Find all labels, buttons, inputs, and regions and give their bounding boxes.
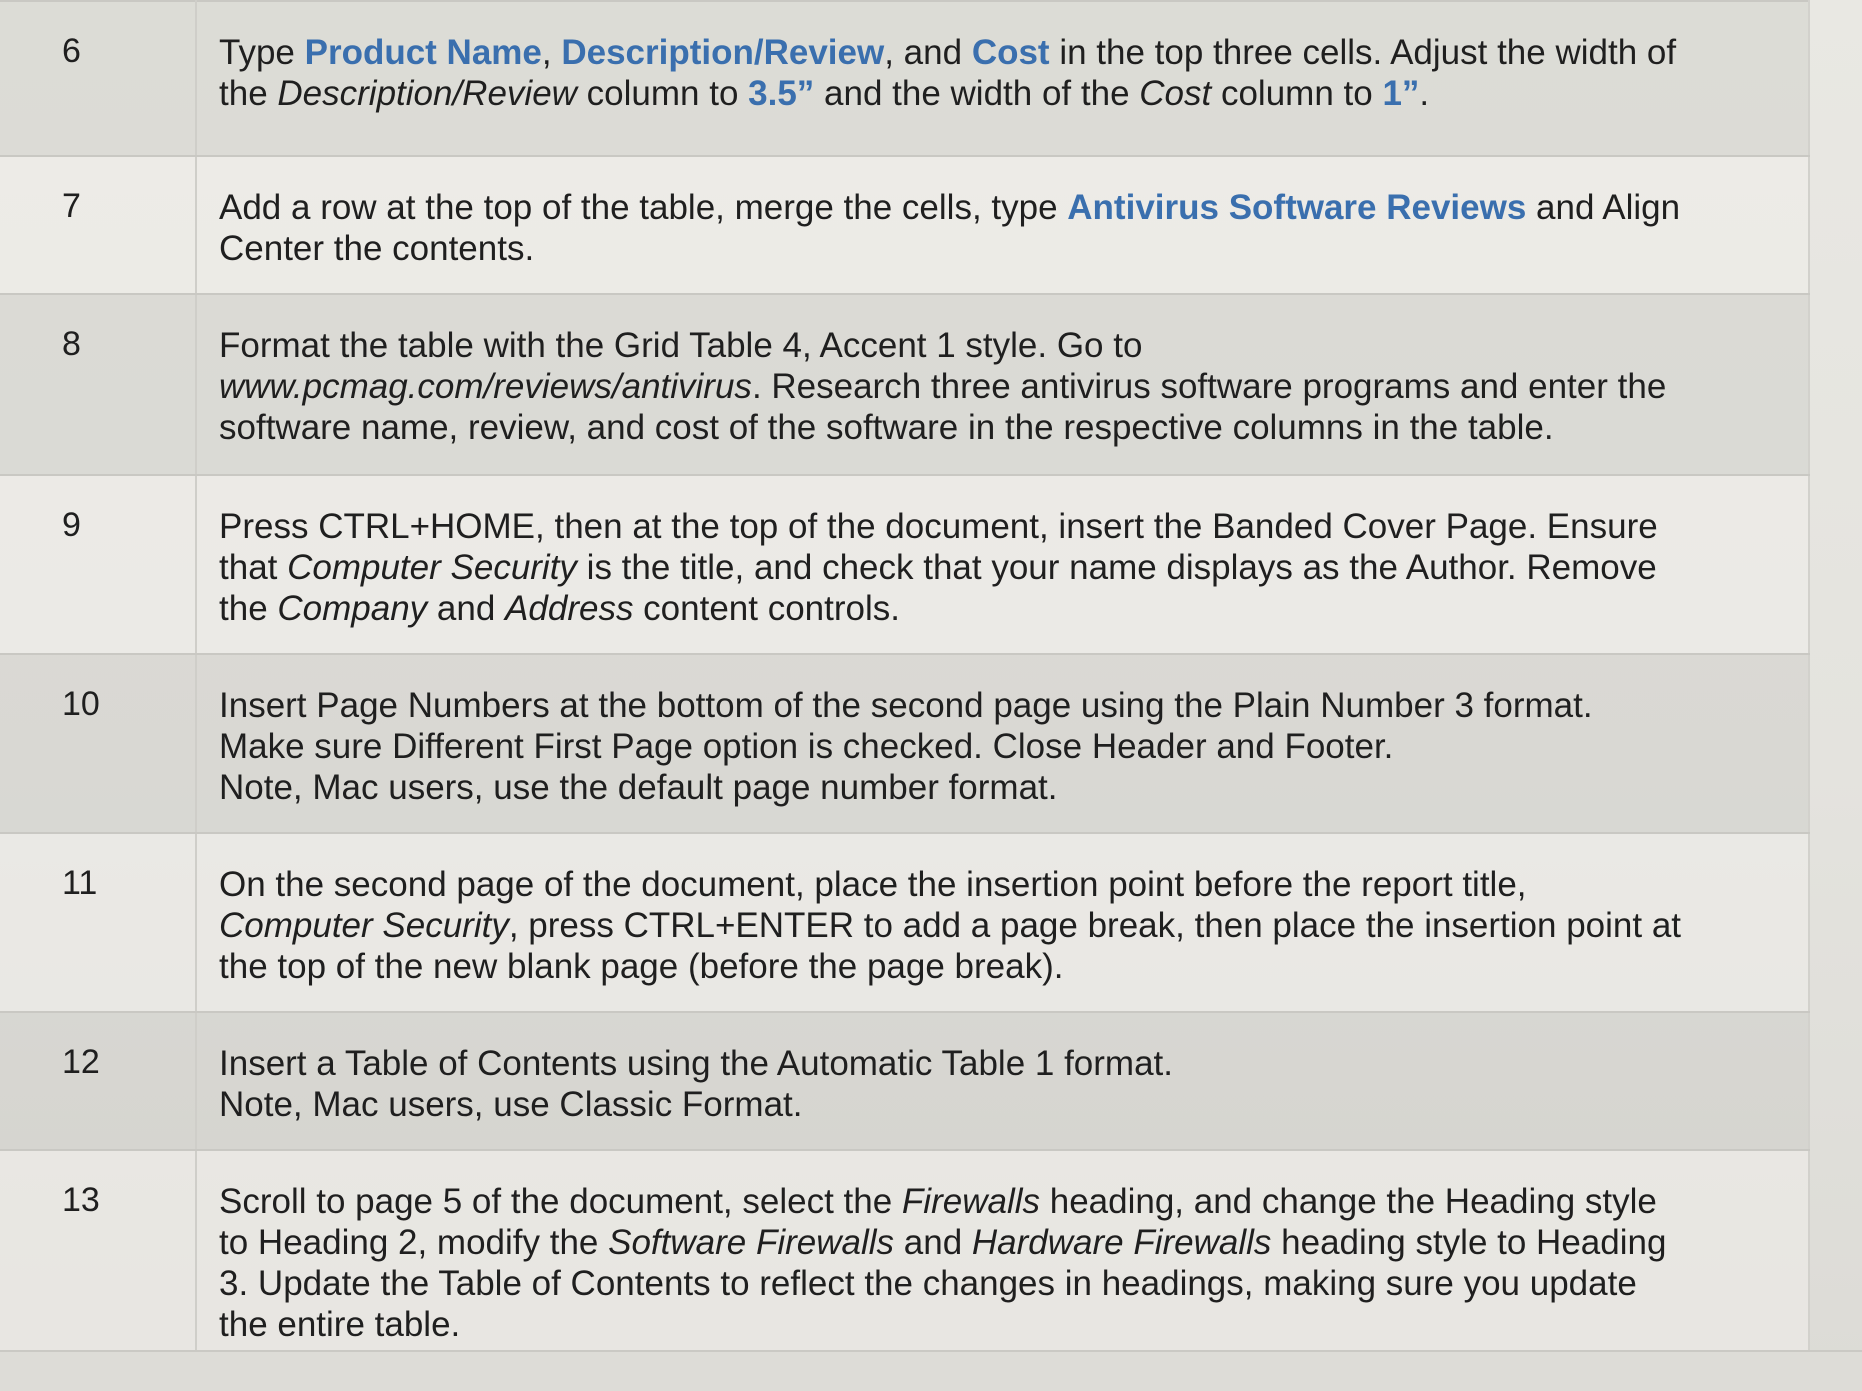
step-row-11 xyxy=(0,833,1809,1012)
step-row-9 xyxy=(0,475,1809,654)
instruction-line xyxy=(219,366,1780,407)
step-number: 11 xyxy=(0,833,196,1012)
step-row-10 xyxy=(0,654,1809,833)
text-segment: Note, Mac users, use the default page number format. xyxy=(219,768,1058,807)
instruction-line xyxy=(219,685,1780,726)
italic-term: Description/Review xyxy=(277,74,577,113)
text-segment: Format the table with the Grid Table 4, Accent 1 style. Go to xyxy=(219,326,1143,365)
text-segment: , press CTRL+ENTER to add a page break, then place the insertion point at xyxy=(508,906,1682,945)
italic-term: www.pcmag.com/reviews/antivirus xyxy=(219,367,752,406)
text-segment: . Research three antivirus software programs and enter the xyxy=(751,367,1667,406)
step-instruction xyxy=(196,1,1809,156)
text-segment: . xyxy=(1419,74,1430,113)
text-segment: On the second page of the document, place the insertion point before the report title, xyxy=(219,865,1527,904)
italic-term: Cost xyxy=(1139,74,1212,113)
text-segment: and xyxy=(427,589,506,628)
text-segment: heading, and change the Heading style xyxy=(1040,1182,1657,1221)
text-segment: Note, Mac users, use Classic Format. xyxy=(219,1085,803,1124)
instruction-line xyxy=(219,946,1780,987)
step-number: 13 xyxy=(0,1150,196,1376)
highlighted-term: Antivirus Software Reviews xyxy=(1067,188,1527,227)
text-segment: Type xyxy=(219,33,305,72)
step-instruction xyxy=(196,1150,1809,1376)
instruction-line xyxy=(219,73,1780,114)
instruction-line xyxy=(219,1181,1780,1222)
instruction-line xyxy=(219,588,1780,629)
instruction-line xyxy=(219,228,1780,269)
step-row-7 xyxy=(0,156,1809,294)
instruction-line xyxy=(219,32,1780,73)
italic-term: Company xyxy=(277,589,428,628)
text-segment: to Heading 2, modify the xyxy=(219,1223,609,1262)
text-segment: column to xyxy=(1211,74,1383,113)
text-segment: , xyxy=(541,33,562,72)
instruction-line xyxy=(219,864,1780,905)
text-segment: , and xyxy=(884,33,972,72)
italic-term: Firewalls xyxy=(901,1182,1040,1221)
text-segment: Press CTRL+HOME, then at the top of the document, insert the Banded Cover Page. Ensure xyxy=(219,507,1658,546)
text-segment: and Align xyxy=(1526,188,1681,227)
text-segment: the top of the new blank page (before the page break). xyxy=(219,947,1064,986)
instruction-line xyxy=(219,547,1780,588)
instruction-line xyxy=(219,1222,1780,1263)
text-segment: heading style to Heading xyxy=(1271,1223,1667,1262)
highlighted-term: Description/Review xyxy=(561,33,885,72)
italic-term: Address xyxy=(505,589,634,628)
step-number: 8 xyxy=(0,294,196,475)
instruction-line xyxy=(219,1084,1780,1125)
table-bottom-edge xyxy=(0,1350,1862,1391)
step-row-13 xyxy=(0,1150,1809,1376)
text-segment: in the top three cells. Adjust the width of xyxy=(1049,33,1677,72)
text-segment: Insert Page Numbers at the bottom of the second page using the Plain Number 3 format. xyxy=(219,686,1593,725)
text-segment: 3. Update the Table of Contents to reflect the changes in headings, making sure you update xyxy=(219,1264,1637,1303)
text-segment: content controls. xyxy=(633,589,900,628)
highlighted-term: 1” xyxy=(1382,74,1420,113)
highlighted-term: Cost xyxy=(971,33,1050,72)
step-instruction xyxy=(196,1012,1809,1150)
text-segment: that xyxy=(219,548,288,587)
instruction-line xyxy=(219,1263,1780,1304)
text-segment: the xyxy=(219,74,278,113)
text-segment: software name, review, and cost of the software in the respective columns in the table. xyxy=(219,408,1554,447)
step-row-6 xyxy=(0,1,1809,156)
text-segment: and xyxy=(894,1223,972,1262)
italic-term: Computer Security xyxy=(219,906,509,945)
instruction-line xyxy=(219,767,1780,808)
step-instruction xyxy=(196,294,1809,475)
step-instruction xyxy=(196,475,1809,654)
instruction-line xyxy=(219,726,1780,767)
text-segment: is the title, and check that your name displays as the Author. Remove xyxy=(576,548,1657,587)
step-number: 9 xyxy=(0,475,196,654)
text-segment: the xyxy=(219,589,278,628)
instruction-line xyxy=(219,905,1780,946)
instruction-line xyxy=(219,1043,1780,1084)
instruction-line xyxy=(219,407,1780,448)
text-segment: column to xyxy=(576,74,749,113)
step-instruction xyxy=(196,654,1809,833)
text-segment: Make sure Different First Page option is checked. Close Header and Footer. xyxy=(219,727,1394,766)
text-segment: the entire table. xyxy=(219,1305,461,1344)
step-instruction xyxy=(196,833,1809,1012)
instruction-line xyxy=(219,325,1780,366)
step-instruction xyxy=(196,156,1809,294)
step-number: 7 xyxy=(0,156,196,294)
instruction-line xyxy=(219,1304,1780,1345)
italic-term: Computer Security xyxy=(287,548,577,587)
step-row-8 xyxy=(0,294,1809,475)
italic-term: Hardware Firewalls xyxy=(971,1223,1272,1262)
highlighted-term: 3.5” xyxy=(748,74,815,113)
text-segment: Add a row at the top of the table, merge the cells, type xyxy=(219,188,1068,227)
text-segment: and the width of the xyxy=(814,74,1140,113)
italic-term: Software Firewalls xyxy=(608,1223,895,1262)
highlighted-term: Product Name xyxy=(304,33,542,72)
instruction-line xyxy=(219,187,1780,228)
text-segment: Insert a Table of Contents using the Automatic Table 1 format. xyxy=(219,1044,1173,1083)
step-row-12 xyxy=(0,1012,1809,1150)
step-number: 10 xyxy=(0,654,196,833)
text-segment: Center the contents. xyxy=(219,229,535,268)
step-number: 6 xyxy=(0,1,196,156)
step-number: 12 xyxy=(0,1012,196,1150)
text-segment: Scroll to page 5 of the document, select the xyxy=(219,1182,902,1221)
instruction-line xyxy=(219,506,1780,547)
